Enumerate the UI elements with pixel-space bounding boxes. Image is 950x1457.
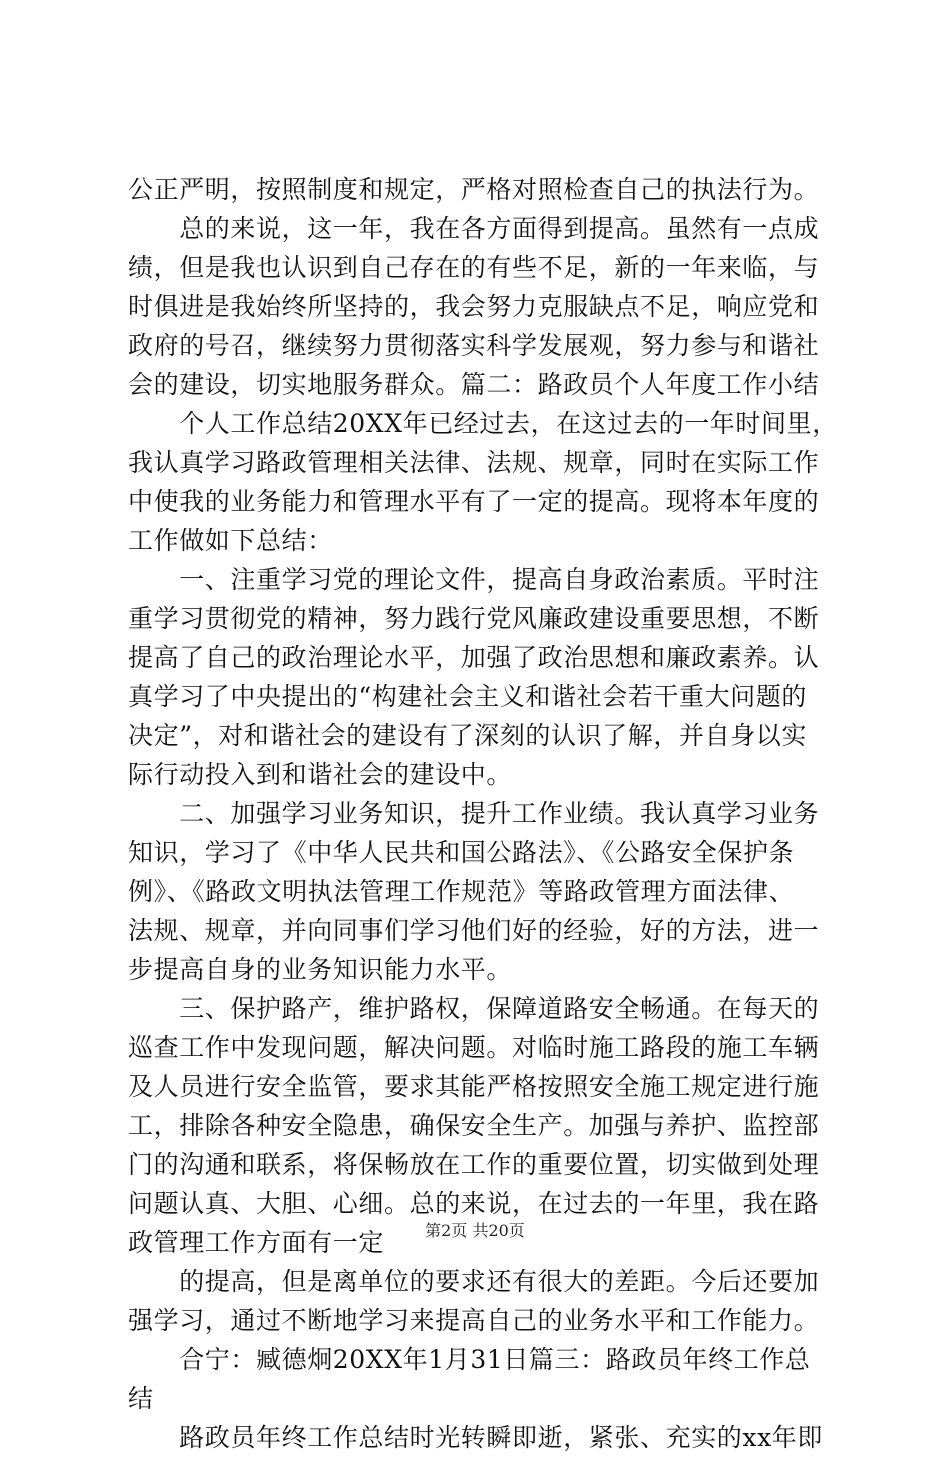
text-line: 知识，学习了《中华人民共和国公路法》、《公路安全保护条 [128,838,795,867]
text-line: 绩，但是我也认识到自己存在的有些不足，新的一年来临，与 [128,253,820,282]
text-line: 问题认真、大胆、心细。总的来说，在过去的一年里，我在路 [128,1189,820,1218]
text-line: 工，排除各种安全隐患，确保安全生产。加强与养护、监控部 [128,1111,820,1140]
text-line: 例》、《路政文明执法管理工作规范》等路政管理方面法律、 [128,877,795,906]
text-line: 决定”，对和谐社会的建设有了深刻的认识了解，并自身以实 [128,721,807,750]
text-line: 一、注重学习党的理论文件，提高自身政治素质。平时注 [128,565,820,594]
text-line: 总的来说，这一年，我在各方面得到提高。虽然有一点成 [128,214,820,243]
page-number: 第2页 共20页 [425,1221,525,1240]
text-line: 法规、规章，并向同事们学习他们好的经验，好的方法，进一 [128,916,820,945]
text-line: 强学习，通过不断地学习来提高自己的业务水平和工作能力。 [128,1306,820,1335]
text-line: 结 [128,1384,154,1413]
text-line: 时俱进是我始终所坚持的，我会努力克服缺点不足，响应党和 [128,292,820,321]
text-line: 门的沟通和联系，将保畅放在工作的重要位置，切实做到处理 [128,1150,820,1179]
text-line: 及人员进行安全监管，要求其能严格按照安全施工规定进行施 [128,1072,820,1101]
text-line: 际行动投入到和谐社会的建设中。 [128,760,513,789]
text-line: 重学习贯彻党的精神，努力践行党风廉政建设重要思想，不断 [128,604,820,633]
text-line: 巡查工作中发现问题，解决问题。对临时施工路段的施工车辆 [128,1033,820,1062]
text-line: 合宁：臧德炯20XX年1月31日篇三：路政员年终工作总 [128,1345,811,1374]
text-line: 二、加强学习业务知识，提升工作业绩。我认真学习业务 [128,799,820,828]
text-line: 路政员年终工作总结时光转瞬即逝，紧张、充实的xx年即 [128,1423,824,1452]
text-line: 个人工作总结20XX年已经过去，在这过去的一年时间里， [128,409,838,438]
text-line: 中使我的业务能力和管理水平有了一定的提高。现将本年度的 [128,487,820,516]
text-line: 会的建设，切实地服务群众。篇二：路政员个人年度工作小结 [128,370,820,399]
text-line: 我认真学习路政管理相关法律、法规、规章，同时在实际工作 [128,448,820,477]
document-body [128,170,838,1457]
text-line: 公正严明，按照制度和规定，严格对照检查自己的执法行为。 [128,175,820,204]
text-line: 步提高自身的业务知识能力水平。 [128,955,513,984]
text-line: 提高了自己的政治理论水平，加强了政治思想和廉政素养。认 [128,643,820,672]
text-line: 政管理工作方面有一定 [128,1228,385,1257]
text-line: 政府的号召，继续努力贯彻落实科学发展观，努力参与和谐社 [128,331,820,360]
text-line: 的提高，但是离单位的要求还有很大的差距。今后还要加 [128,1267,820,1296]
text-line: 工作做如下总结： [128,526,333,555]
text-line: 三、保护路产，维护路权，保障道路安全畅通。在每天的 [128,994,820,1023]
text-line: 真学习了中央提出的“构建社会主义和谐社会若干重大问题的 [128,682,807,711]
